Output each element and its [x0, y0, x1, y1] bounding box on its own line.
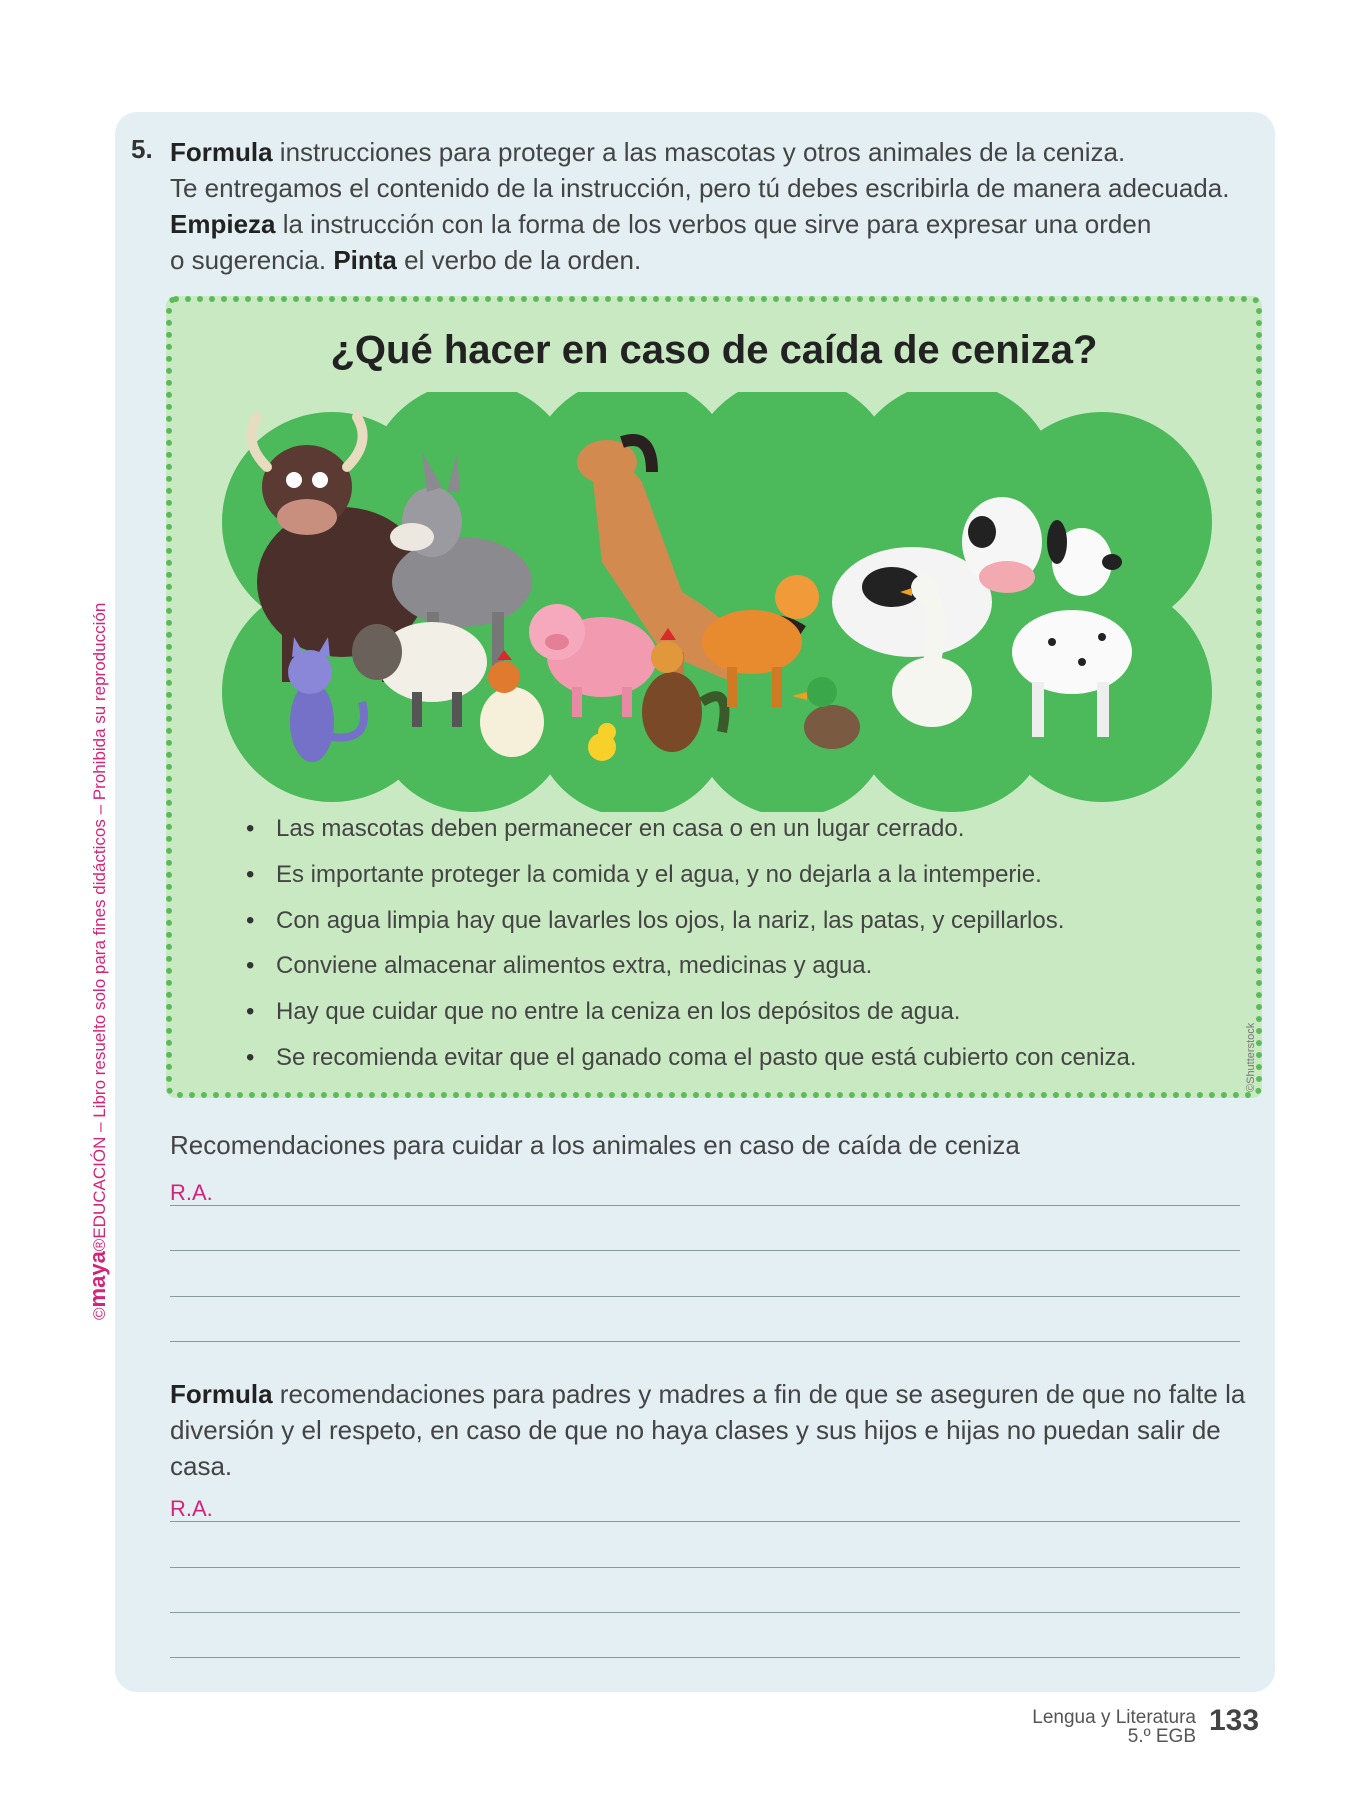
- instruction-line-3: Empieza la instrucción con la forma de los verbos que sirve para expresar una orden: [170, 209, 1152, 239]
- credit-text: ®EDUCACIÓN – Libro resuelto solo para fines didácticos – Prohibida su reproducción: [90, 602, 109, 1252]
- instruction-line-4: o sugerencia. Pinta el verbo de la orden.: [170, 245, 642, 275]
- answer-line[interactable]: [170, 1521, 1240, 1522]
- answer-line[interactable]: [170, 1205, 1240, 1206]
- answer-line[interactable]: [170, 1612, 1240, 1613]
- list-item: • Las mascotas deben permanecer en casa o en un lugar cerrado.: [246, 812, 1137, 858]
- question-instructions: [170, 134, 1260, 278]
- section2-prompt: Formula recomendaciones para padres y madres a fin de que se aseguren de que no falte la diversión y el respeto, en caso de que no haya clases y sus hijos e hijas no puedan salir de casa.: [170, 1379, 1246, 1481]
- copyright-symbol: ©: [90, 1307, 109, 1320]
- grade-label: 5.º EGB: [1127, 1726, 1196, 1747]
- answer-line[interactable]: [170, 1341, 1240, 1342]
- box-title: ¿Qué hacer en caso de caída de ceniza?: [330, 328, 1098, 372]
- side-copyright-credit: [85, 603, 111, 1320]
- answer-line[interactable]: [170, 1250, 1240, 1251]
- farm-animals-illustration: [212, 392, 1228, 812]
- page-number: 133: [1209, 1704, 1260, 1737]
- footer-subject: [1032, 1708, 1196, 1746]
- section1-answer: R.A.: [170, 1180, 213, 1205]
- instruction-line-2: Te entregamos el contenido de la instrucción, pero tú debes escribirla de manera adecuada.: [170, 173, 1230, 203]
- list-item: • Es importante proteger la comida y el agua, y no dejarla a la intemperie.: [246, 858, 1137, 904]
- tips-list: [246, 812, 1137, 1087]
- section1-label: Recomendaciones para cuidar a los animales en caso de caída de ceniza: [170, 1130, 1020, 1160]
- section2-answer: R.A.: [170, 1496, 213, 1521]
- answer-line[interactable]: [170, 1657, 1240, 1658]
- brand-name: maya: [85, 1251, 110, 1308]
- image-credit: ©Shutterstock: [1245, 1022, 1257, 1092]
- list-item: • Con agua limpia hay que lavarles los ojos, la nariz, las patas, y cepillarlos.: [246, 904, 1137, 950]
- ash-tips-box: [166, 296, 1262, 1098]
- question-number: 5.: [131, 134, 153, 164]
- list-item: • Hay que cuidar que no entre la ceniza en los depósitos de agua.: [246, 995, 1137, 1041]
- instruction-line-1: Formula instrucciones para proteger a las mascotas y otros animales de la ceniza.: [170, 137, 1126, 167]
- answer-line[interactable]: [170, 1296, 1240, 1297]
- list-item: • Conviene almacenar alimentos extra, medicinas y agua.: [246, 949, 1137, 995]
- list-item: • Se recomienda evitar que el ganado coma el pasto que está cubierto con ceniza.: [246, 1041, 1137, 1087]
- subject-name: Lengua y Literatura: [1032, 1707, 1196, 1728]
- answer-line[interactable]: [170, 1567, 1240, 1568]
